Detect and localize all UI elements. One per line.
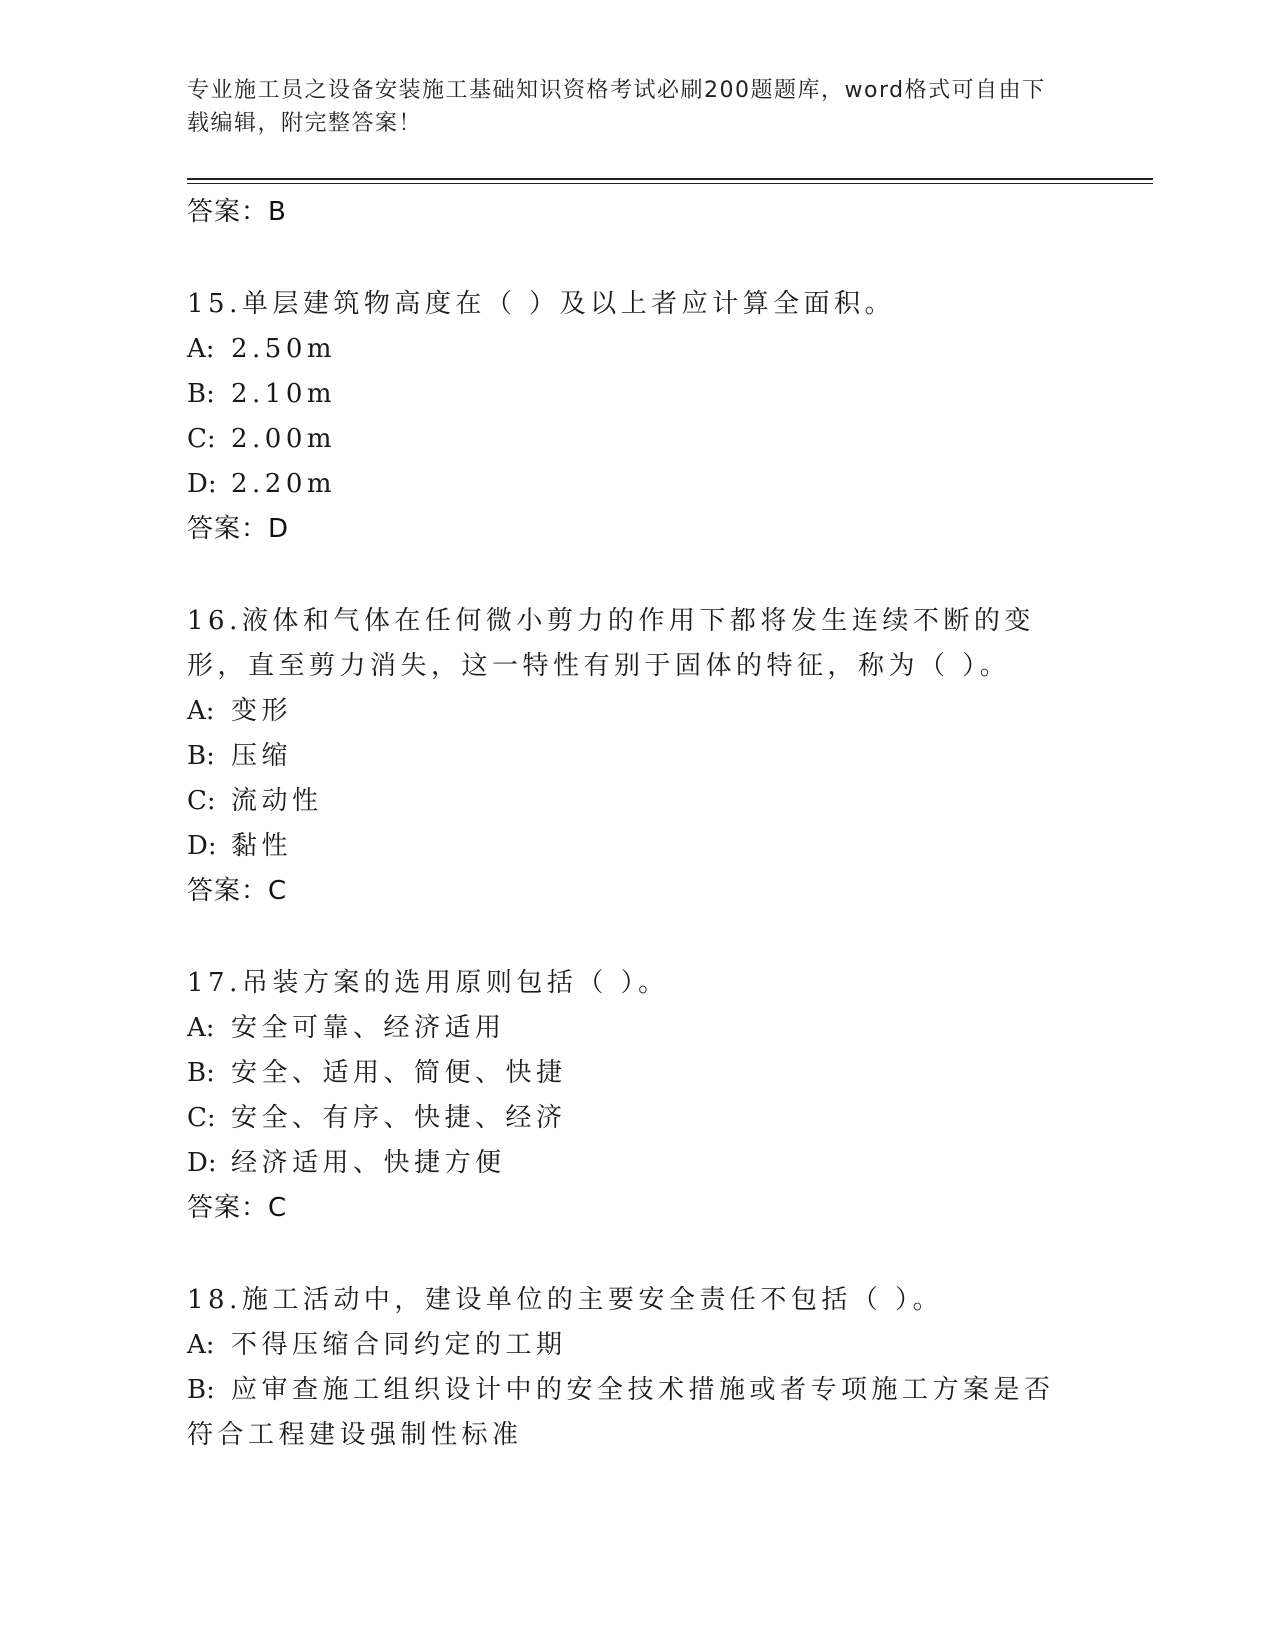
answer-line: 答案：C: [187, 876, 288, 906]
answer-option: [187, 1323, 1077, 1368]
answer-line: 答案：C: [187, 1193, 288, 1223]
answer-option: [187, 372, 1077, 417]
question-stem: 18.施工活动中，建设单位的主要安全责任不包括（ ）。: [187, 1285, 944, 1315]
spacer: [187, 1231, 1077, 1278]
header-divider-thick: [187, 178, 1153, 180]
spacer: [187, 914, 1077, 961]
answer-option: [187, 734, 1077, 779]
option-text: 经济适用、快捷方便: [231, 1148, 506, 1178]
option-text: 不得压缩合同约定的工期: [231, 1330, 567, 1360]
option-text: 变形: [231, 696, 293, 726]
answer-option: [187, 689, 1077, 734]
option-text: 安全、适用、简便、快捷: [231, 1058, 567, 1088]
option-key: C:: [187, 1103, 216, 1133]
option-text: 流动性: [231, 786, 323, 816]
question-list: [187, 190, 1077, 1458]
question-stem: 16.液体和气体在任何微小剪力的作用下都将发生连续不断的变形，直至剪力消失，这一特性有别于固体的特征，称为（ ）。: [187, 606, 1035, 681]
answer-option: [187, 824, 1077, 869]
option-text: 2.00m: [231, 424, 337, 454]
header-divider-thin: [187, 183, 1153, 184]
option-key: D:: [187, 831, 217, 861]
option-key: A:: [187, 1330, 215, 1360]
option-text: 2.20m: [231, 469, 337, 499]
option-key: B:: [187, 1058, 215, 1088]
option-key: D:: [187, 469, 217, 499]
answer-option: [187, 462, 1077, 507]
option-key: A:: [187, 1013, 215, 1043]
answer-line: 答案：D: [187, 514, 290, 544]
option-key: A:: [187, 334, 215, 364]
answer-option: [187, 1006, 1077, 1051]
option-key: B:: [187, 379, 215, 409]
answer-option: [187, 1096, 1077, 1141]
spacer: [187, 552, 1077, 599]
answer-option: [187, 327, 1077, 372]
option-key: C:: [187, 786, 216, 816]
spacer: [187, 235, 1077, 282]
answer-option: [187, 1051, 1077, 1096]
option-key: D:: [187, 1148, 217, 1178]
question-stem: 15.单层建筑物高度在（ ）及以上者应计算全面积。: [187, 289, 896, 319]
option-key: A:: [187, 696, 215, 726]
answer-line: 答案：B: [187, 197, 287, 227]
option-text: 黏性: [231, 831, 293, 861]
answer-option: [187, 1368, 1077, 1458]
option-text: 安全可靠、经济适用: [231, 1013, 506, 1043]
option-text: 2.10m: [231, 379, 337, 409]
option-key: B:: [187, 1375, 215, 1405]
answer-option: [187, 417, 1077, 462]
answer-option: [187, 1141, 1077, 1186]
option-text: 应审查施工组织设计中的安全技术措施或者专项施工方案是否符合工程建设强制性标准: [187, 1375, 1055, 1450]
document-header: 专业施工员之设备安装施工基础知识资格考试必刷200题题库，word格式可自由下载编辑，附完整答案！: [187, 78, 1046, 136]
option-text: 压缩: [231, 741, 293, 771]
answer-option: [187, 779, 1077, 824]
option-key: C:: [187, 424, 216, 454]
option-text: 安全、有序、快捷、经济: [231, 1103, 567, 1133]
question-stem: 17.吊装方案的选用原则包括（ ）。: [187, 968, 669, 998]
option-key: B:: [187, 741, 215, 771]
option-text: 2.50m: [231, 334, 337, 364]
